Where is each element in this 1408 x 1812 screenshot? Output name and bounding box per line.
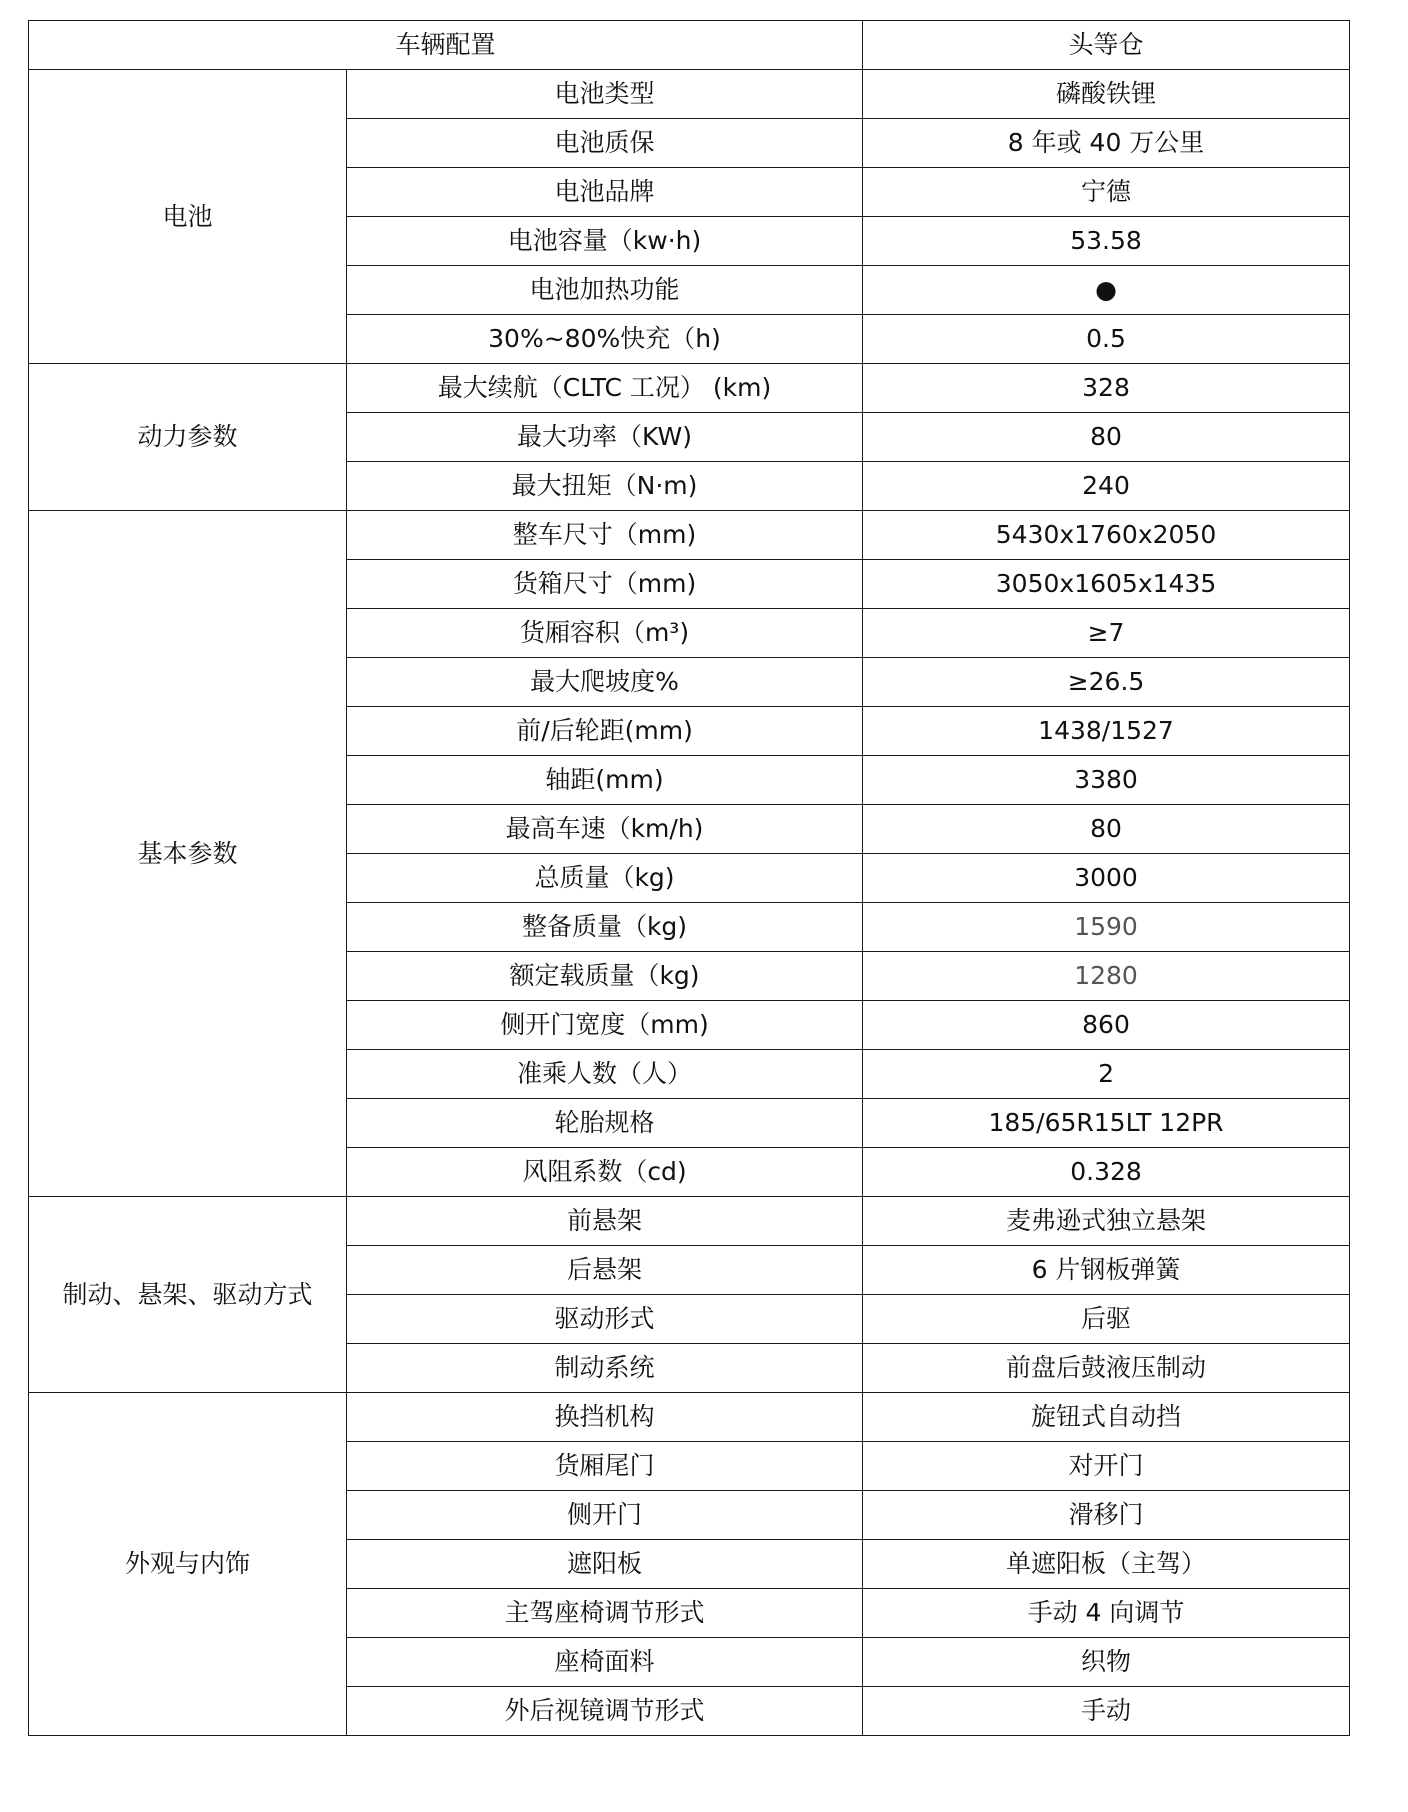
spec-item: 30%~80%快充（h) xyxy=(347,315,863,364)
spec-value: ● xyxy=(863,266,1350,315)
vehicle-spec-table xyxy=(28,20,1350,1736)
spec-item: 侧开门宽度（mm) xyxy=(347,1001,863,1050)
header-trim-label: 头等仓 xyxy=(863,21,1350,70)
table-row xyxy=(29,70,1350,119)
category-battery: 电池 xyxy=(29,70,347,364)
spec-item: 座椅面料 xyxy=(347,1638,863,1687)
category-power: 动力参数 xyxy=(29,364,347,511)
spec-value: 手动 xyxy=(863,1687,1350,1736)
spec-item: 最大爬坡度% xyxy=(347,658,863,707)
spec-value: ≥26.5 xyxy=(863,658,1350,707)
spec-value: 手动 4 向调节 xyxy=(863,1589,1350,1638)
spec-value: 3380 xyxy=(863,756,1350,805)
spec-value: 5430x1760x2050 xyxy=(863,511,1350,560)
spec-value: 3000 xyxy=(863,854,1350,903)
spec-value: 1280 xyxy=(863,952,1350,1001)
spec-item: 换挡机构 xyxy=(347,1393,863,1442)
spec-item: 电池类型 xyxy=(347,70,863,119)
spec-value: 后驱 xyxy=(863,1295,1350,1344)
spec-item: 电池容量（kw·h) xyxy=(347,217,863,266)
spec-value: 单遮阳板（主驾） xyxy=(863,1540,1350,1589)
spec-item: 额定载质量（kg) xyxy=(347,952,863,1001)
spec-item: 最大功率（KW) xyxy=(347,413,863,462)
spec-value: 80 xyxy=(863,805,1350,854)
spec-value: 3050x1605x1435 xyxy=(863,560,1350,609)
header-row xyxy=(29,21,1350,70)
spec-item: 前悬架 xyxy=(347,1197,863,1246)
spec-value: 8 年或 40 万公里 xyxy=(863,119,1350,168)
spec-value: 0.328 xyxy=(863,1148,1350,1197)
spec-item: 主驾座椅调节形式 xyxy=(347,1589,863,1638)
category-basic: 基本参数 xyxy=(29,511,347,1197)
header-config-label: 车辆配置 xyxy=(29,21,863,70)
spec-item: 轴距(mm) xyxy=(347,756,863,805)
spec-value: 前盘后鼓液压制动 xyxy=(863,1344,1350,1393)
category-exterior-interior: 外观与内饰 xyxy=(29,1393,347,1736)
spec-value: 滑移门 xyxy=(863,1491,1350,1540)
spec-item: 风阻系数（cd) xyxy=(347,1148,863,1197)
table-row xyxy=(29,1393,1350,1442)
spec-value: 860 xyxy=(863,1001,1350,1050)
spec-item: 电池加热功能 xyxy=(347,266,863,315)
table-row xyxy=(29,364,1350,413)
spec-value: 6 片钢板弹簧 xyxy=(863,1246,1350,1295)
spec-value: 磷酸铁锂 xyxy=(863,70,1350,119)
spec-value: 对开门 xyxy=(863,1442,1350,1491)
spec-item: 货厢容积（m³) xyxy=(347,609,863,658)
spec-item: 最高车速（km/h) xyxy=(347,805,863,854)
spec-item: 货箱尺寸（mm) xyxy=(347,560,863,609)
spec-item: 整备质量（kg) xyxy=(347,903,863,952)
spec-item: 电池质保 xyxy=(347,119,863,168)
table-row xyxy=(29,511,1350,560)
spec-item: 后悬架 xyxy=(347,1246,863,1295)
spec-item: 整车尺寸（mm) xyxy=(347,511,863,560)
spec-item: 最大扭矩（N·m) xyxy=(347,462,863,511)
spec-value: 旋钮式自动挡 xyxy=(863,1393,1350,1442)
spec-value: 宁德 xyxy=(863,168,1350,217)
spec-item: 电池品牌 xyxy=(347,168,863,217)
spec-item: 准乘人数（人） xyxy=(347,1050,863,1099)
spec-value: 麦弗逊式独立悬架 xyxy=(863,1197,1350,1246)
spec-value: 1438/1527 xyxy=(863,707,1350,756)
spec-value: 2 xyxy=(863,1050,1350,1099)
spec-value: 织物 xyxy=(863,1638,1350,1687)
spec-value: 80 xyxy=(863,413,1350,462)
spec-item: 侧开门 xyxy=(347,1491,863,1540)
spec-item: 轮胎规格 xyxy=(347,1099,863,1148)
category-chassis: 制动、悬架、驱动方式 xyxy=(29,1197,347,1393)
spec-value: 185/65R15LT 12PR xyxy=(863,1099,1350,1148)
spec-value: 0.5 xyxy=(863,315,1350,364)
spec-value: 240 xyxy=(863,462,1350,511)
spec-item: 最大续航（CLTC 工况） (km) xyxy=(347,364,863,413)
spec-item: 外后视镜调节形式 xyxy=(347,1687,863,1736)
spec-item: 制动系统 xyxy=(347,1344,863,1393)
spec-value: 1590 xyxy=(863,903,1350,952)
spec-item: 遮阳板 xyxy=(347,1540,863,1589)
spec-item: 货厢尾门 xyxy=(347,1442,863,1491)
spec-value: 328 xyxy=(863,364,1350,413)
spec-item: 驱动形式 xyxy=(347,1295,863,1344)
spec-value: ≥7 xyxy=(863,609,1350,658)
table-row xyxy=(29,1197,1350,1246)
spec-item: 总质量（kg) xyxy=(347,854,863,903)
spec-value: 53.58 xyxy=(863,217,1350,266)
spec-item: 前/后轮距(mm) xyxy=(347,707,863,756)
